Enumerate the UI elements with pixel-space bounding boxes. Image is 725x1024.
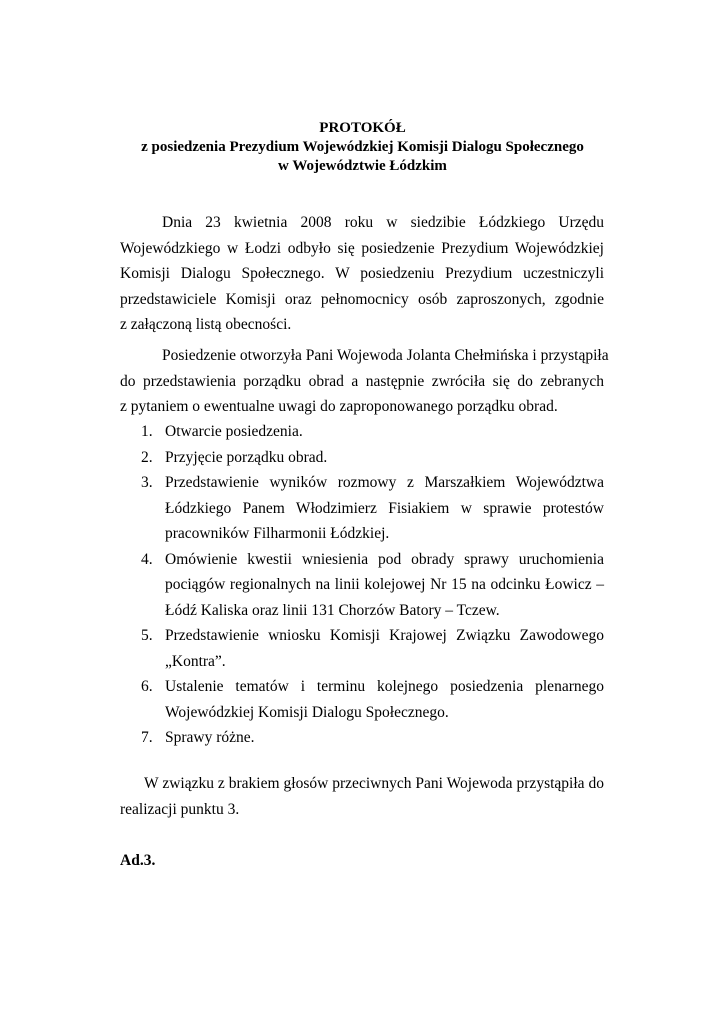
- agenda-item-text: Ustalenie tematów i terminu kolejnego posiedzenia plenarnego: [165, 678, 604, 695]
- agenda-item: [120, 445, 604, 471]
- text-line: Komisji Dialogu Społecznego. W posiedzeniu Prezydium uczestniczyli: [120, 265, 604, 282]
- text-line: do przedstawienia porządku obrad a następnie zwróciła się do zebranych: [120, 372, 604, 390]
- paragraph-decision: [120, 771, 604, 822]
- agenda-item: [120, 547, 604, 624]
- agenda-item-text: Łódź Kaliska oraz linii 131 Chorzów Batory – Tczew.: [165, 601, 500, 619]
- agenda-list: [120, 419, 604, 751]
- agenda-item-text: pracowników Filharmonii Łódzkiej.: [165, 525, 390, 542]
- document-title: PROTOKÓŁ: [319, 120, 406, 136]
- agenda-item-number: 5.: [141, 627, 153, 644]
- agenda-item-number: 4.: [141, 550, 153, 568]
- agenda-item-text: „Kontra”.: [165, 652, 226, 670]
- section-heading: Ad.3.: [120, 852, 156, 869]
- agenda-item: [120, 674, 604, 725]
- agenda-item-text: Wojewódzkiej Komisji Dialogu Społecznego.: [165, 703, 449, 721]
- agenda-item-text: Przedstawienie wniosku Komisji Krajowej Związku Zawodowego: [165, 627, 604, 644]
- document-title-block: [0, 119, 725, 176]
- agenda-item-text: Przedstawienie wyników rozmowy z Marszałkiem Województwa: [165, 474, 604, 491]
- agenda-item-text: Przyjęcie porządku obrad.: [165, 448, 328, 466]
- text-line: Dnia 23 kwietnia 2008 roku w siedzibie Łódzkiego Urzędu: [162, 214, 604, 231]
- agenda-item: [120, 623, 604, 674]
- agenda-item-number: 3.: [141, 474, 153, 491]
- agenda-item-text: Sprawy różne.: [165, 729, 255, 746]
- text-line: Posiedzenie otworzyła Pani Wojewoda Jolanta Chełmińska i przystąpiła: [162, 347, 609, 364]
- agenda-item-text: Otwarcie posiedzenia.: [165, 423, 303, 440]
- paragraph-opening: [120, 343, 609, 420]
- document-subtitle: z posiedzenia Prezydium Wojewódzkiej Komisji Dialogu Społecznego: [141, 139, 584, 155]
- agenda-item-number: 6.: [141, 678, 153, 695]
- text-line: z załączoną listą obecności.: [120, 316, 292, 333]
- paragraph-intro: [120, 210, 604, 338]
- agenda-item-number: 2.: [141, 448, 153, 466]
- text-line: przedstawiciele Komisji oraz pełnomocnicy osób zaproszonych, zgodnie: [120, 290, 604, 308]
- text-line: z pytaniem o ewentualne uwagi do zaproponowanego porządku obrad.: [120, 398, 558, 415]
- agenda-item: [120, 725, 604, 751]
- document-subtitle-region: w Województwie Łódzkim: [278, 158, 447, 174]
- agenda-item-text: Łódzkiego Panem Włodzimierz Fisiakiem w sprawie protestów: [165, 499, 604, 517]
- agenda-item-text: pociągów regionalnych na linii kolejowej Nr 15 na odcinku Łowicz –: [165, 576, 604, 593]
- text-line: Wojewódzkiego w Łodzi odbyło się posiedzenie Prezydium Wojewódzkiej: [120, 239, 604, 257]
- agenda-item-number: 1.: [141, 423, 153, 440]
- text-line: realizacji punktu 3.: [120, 800, 240, 818]
- agenda-item-text: Omówienie kwestii wniesienia pod obrady sprawy uruchomienia: [165, 550, 604, 568]
- agenda-item: [120, 470, 604, 547]
- text-line: W związku z brakiem głosów przeciwnych Pani Wojewoda przystąpiła do: [144, 775, 604, 792]
- agenda-item: [120, 419, 604, 445]
- agenda-item-number: 7.: [141, 729, 153, 746]
